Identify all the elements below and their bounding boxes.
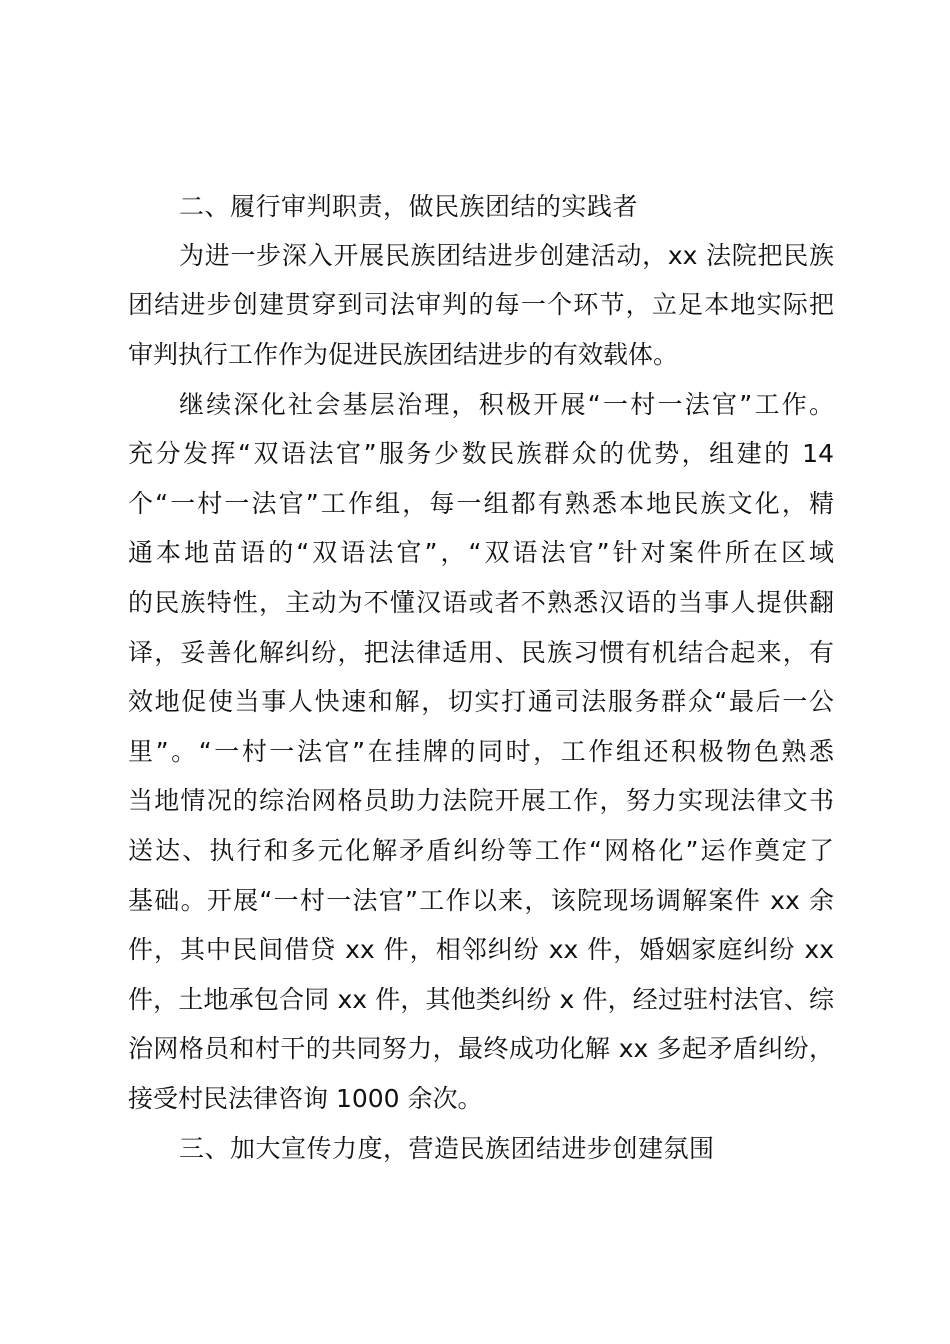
paragraph-line: 效地促使当事人快速和解，切实打通司法服务群众“最后一公	[128, 687, 834, 716]
paragraph-line: 译，妥善化解纠纷，把法律适用、民族习惯有机结合起来，有	[128, 638, 834, 667]
paragraph-line: 基础。开展“一村一法官”工作以来，该院现场调解案件 xx 余	[128, 886, 834, 915]
paragraph-line: 团结进步创建贯穿到司法审判的每一个环节，立足本地实际把	[128, 290, 834, 319]
section-heading-3: 三、加大宣传力度，营造民族团结进步创建氛围	[179, 1134, 715, 1163]
paragraph-line: 送达、执行和多元化解矛盾纠纷等工作“网格化”运作奠定了	[128, 836, 834, 865]
paragraph-line: 审判执行工作作为促进民族团结进步的有效载体。	[128, 340, 679, 369]
paragraph-line: 接受村民法律咨询 1000 余次。	[128, 1084, 483, 1113]
paragraph-line: 继续深化社会基层治理，积极开展“一村一法官”工作。	[179, 390, 834, 419]
paragraph-line: 的民族特性，主动为不懂汉语或者不熟悉汉语的当事人提供翻	[128, 588, 834, 617]
paragraph-line: 里”。“一村一法官”在挂牌的同时，工作组还积极物色熟悉	[128, 737, 834, 766]
section-heading-2: 二、履行审判职责，做民族团结的实践者	[179, 192, 639, 221]
paragraph-line: 通本地苗语的“双语法官”，“双语法官”针对案件所在区域	[128, 538, 834, 567]
paragraph-line: 治网格员和村干的共同努力，最终成功化解 xx 多起矛盾纠纷，	[128, 1034, 834, 1063]
paragraph-line: 件，其中民间借贷 xx 件，相邻纠纷 xx 件，婚姻家庭纠纷 xx	[128, 935, 834, 964]
paragraph-line: 件，土地承包合同 xx 件，其他类纠纷 x 件，经过驻村法官、综	[128, 985, 834, 1014]
paragraph-line: 为进一步深入开展民族团结进步创建活动，xx 法院把民族	[179, 241, 834, 270]
paragraph-line: 当地情况的综治网格员助力法院开展工作，努力实现法律文书	[128, 786, 834, 815]
paragraph-line: 充分发挥“双语法官”服务少数民族群众的优势，组建的 14	[128, 439, 834, 468]
paragraph-line: 个“一村一法官”工作组，每一组都有熟悉本地民族文化，精	[128, 489, 834, 518]
